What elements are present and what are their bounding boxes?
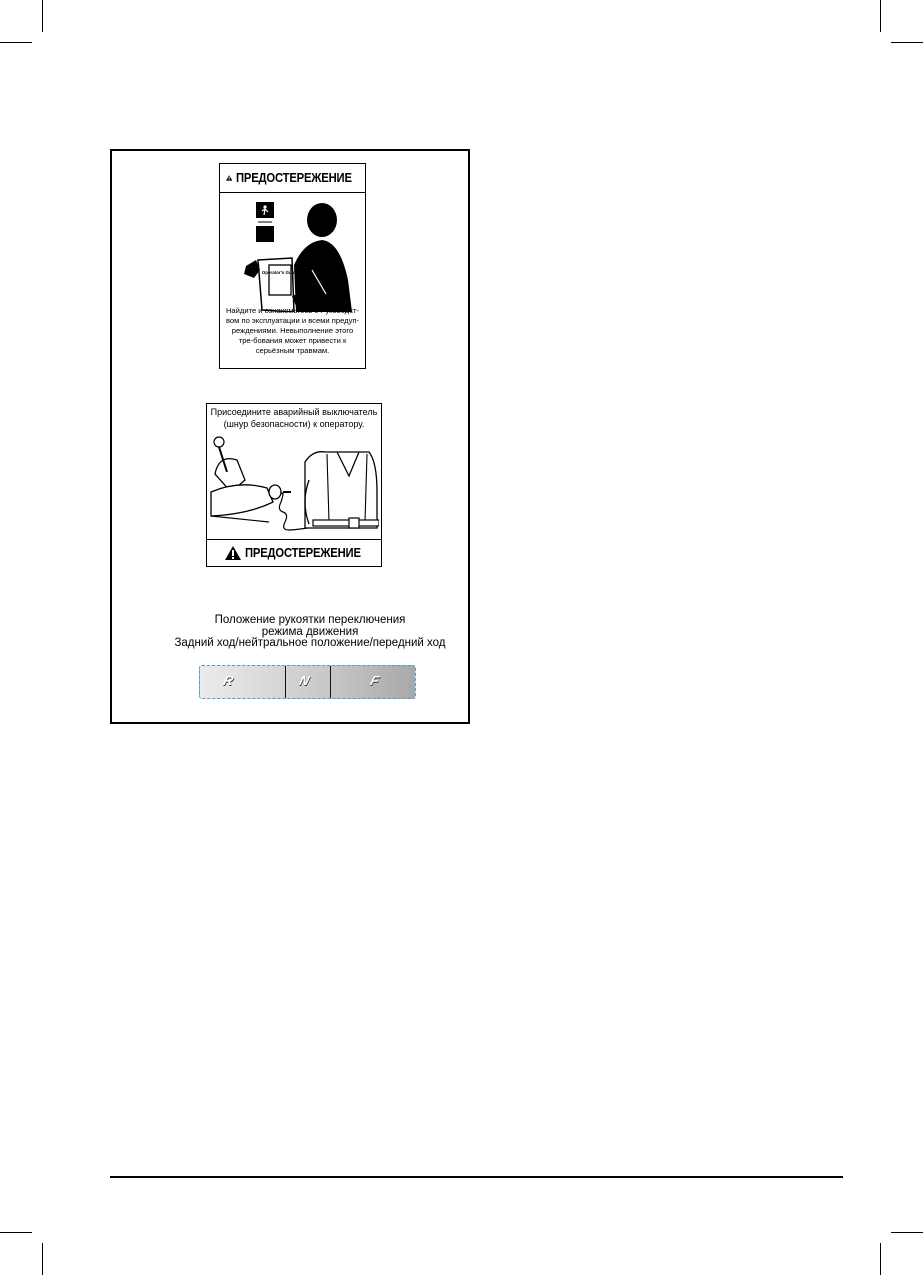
lanyard-warning-label <box>206 403 382 567</box>
crop-mark <box>42 1243 43 1275</box>
lanyard-attach-illustration-icon <box>209 432 379 538</box>
warning-triangle-icon <box>226 171 232 185</box>
crop-mark <box>880 1243 881 1275</box>
warning-manual-label <box>219 163 366 369</box>
footer-rule <box>110 1176 843 1178</box>
neutral-segment <box>286 666 331 698</box>
caption-line-2: режима движения <box>261 625 359 638</box>
lanyard-header-text: ПРЕДОСТЕРЕЖЕНИЕ <box>245 546 361 560</box>
reverse-segment <box>200 666 286 698</box>
caption-line-1: Положение рукоятки переключения <box>214 614 406 626</box>
crop-mark <box>42 0 43 32</box>
warning-manual-message: Найдите и ознакомьтесь с Руководст-вом по эксплуатации и всеми предуп-реждениями. Невыполнение этого тре-бования может привести к серьёзным травмам. <box>225 306 360 355</box>
crop-mark <box>0 42 32 43</box>
crop-mark <box>891 42 923 43</box>
lanyard-message: Присоедините аварийный выключатель (шнур безопасности) к оператору. <box>210 407 378 429</box>
reverse-glyph: R <box>220 673 237 688</box>
warning-header-text: ПРЕДОСТЕРЕЖЕНИЕ <box>236 171 353 185</box>
operator-reading-manual-icon <box>234 200 352 312</box>
crop-mark <box>891 1232 923 1233</box>
forward-glyph: F <box>367 673 383 688</box>
crop-mark <box>880 0 881 32</box>
shift-caption <box>140 615 480 650</box>
caption-line-3: Задний ход/нейтральное положение/передний ход <box>174 637 446 649</box>
warning-header <box>220 164 365 193</box>
shift-position-decal <box>199 665 416 699</box>
book-text: Operator's Guide <box>261 270 299 275</box>
lanyard-header <box>207 539 381 566</box>
forward-segment <box>331 666 415 698</box>
crop-mark <box>0 1232 32 1233</box>
warning-triangle-icon <box>225 546 241 560</box>
neutral-glyph: N <box>296 673 313 688</box>
